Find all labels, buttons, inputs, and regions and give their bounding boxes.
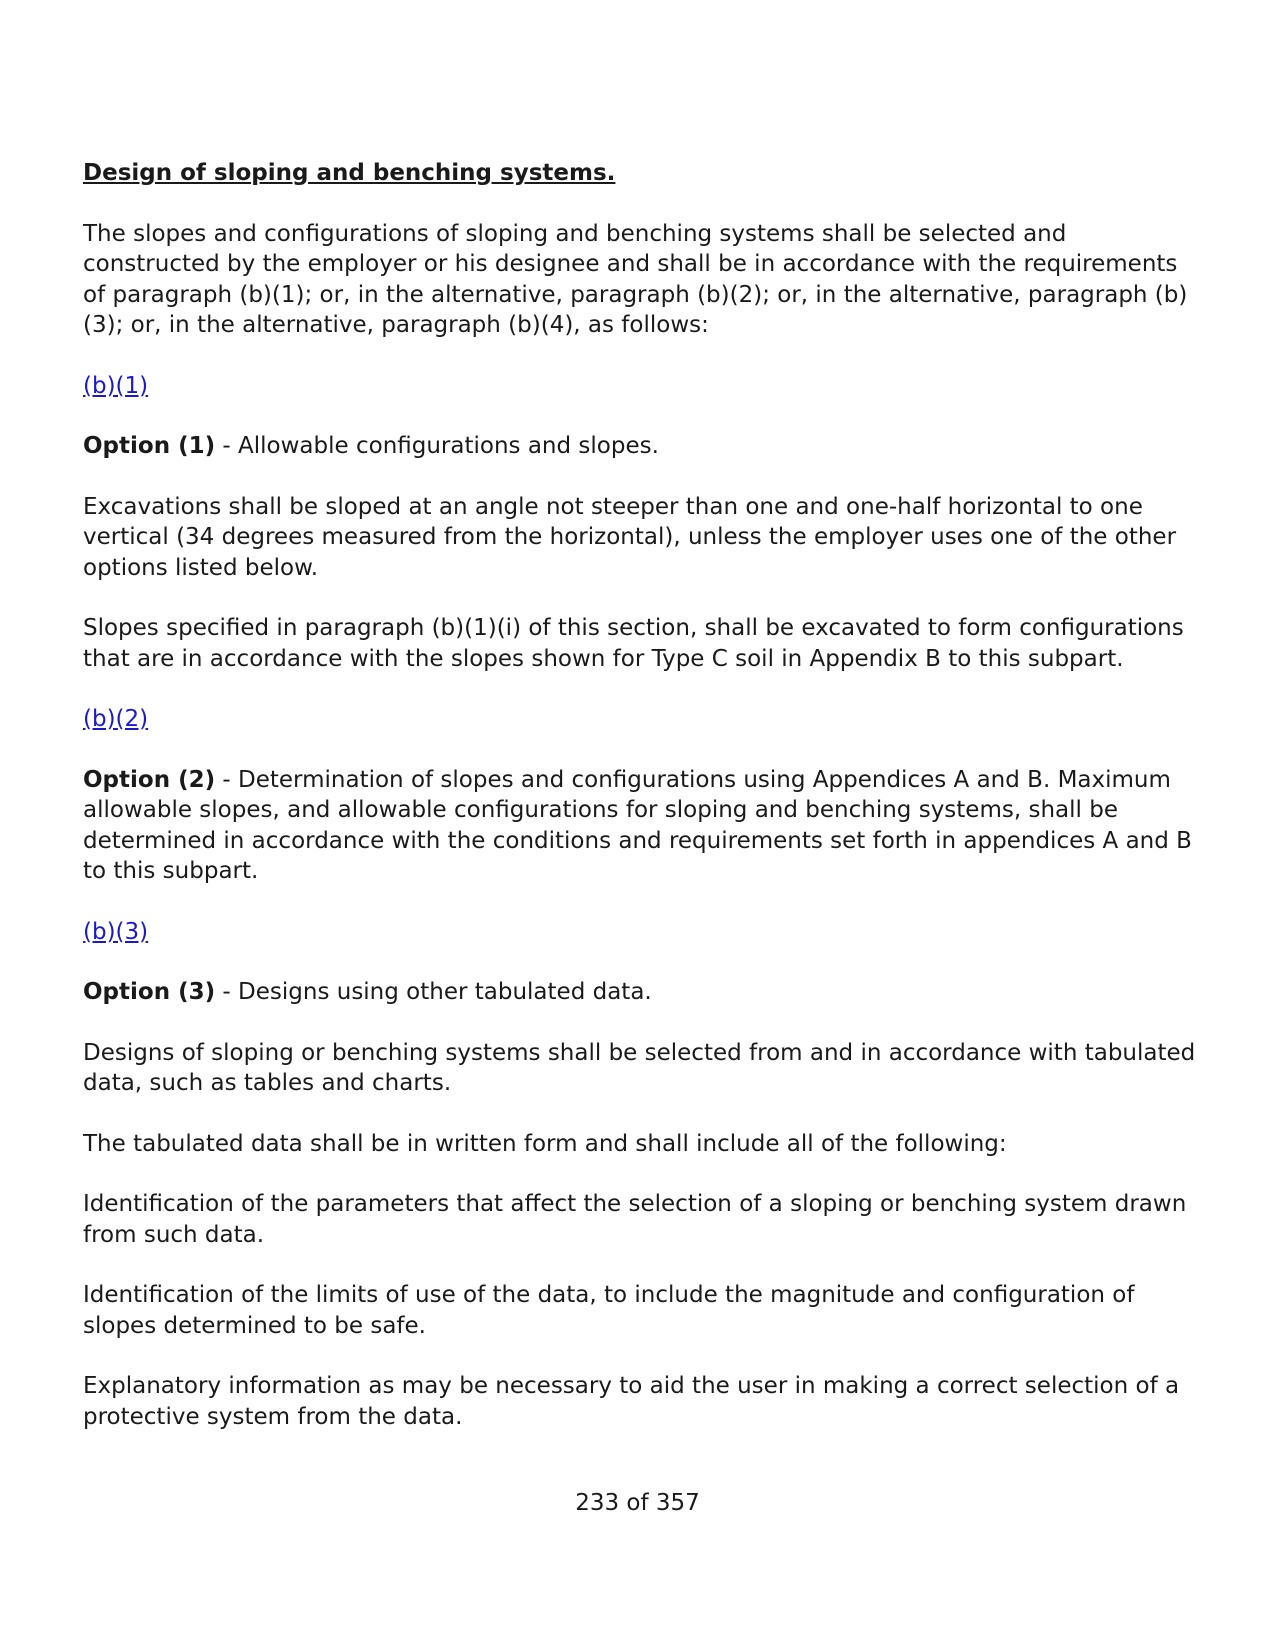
paragraph-link-b3[interactable]: (b)(3) [83,918,149,945]
option-1-line [83,431,1203,462]
intro-paragraph: The slopes and configurations of sloping and benching systems shall be selected and constructed by the employer or his designee and shall be in accordance with the requirements of paragraph (b)(1); or, in the alternative, paragraph (b)(2); or, in the alternative, paragraph (b)(3); or, in the alternative, paragraph (b)(4), as follows: [83,220,1188,338]
b3-paragraph-3: Identification of the parameters that affect the selection of a sloping or benching system drawn from such data. [83,1191,1187,1248]
option-3-line [83,977,1203,1008]
paragraph-link-b3-wrapper [83,917,1203,948]
section-heading: Design of sloping and benching systems. [83,160,616,186]
paragraph-link-b2[interactable]: (b)(2) [83,706,149,732]
paragraph-link-b1[interactable]: (b)(1) [83,372,149,399]
b3-paragraph-4: Identification of the limits of use of the data, to include the magnitude and configuration of slopes determined to be safe. [83,1282,1135,1339]
paragraph-link-b1-wrapper [83,371,1203,402]
b3-paragraph-1: Designs of sloping or benching systems shall be selected from and in accordance with tabulated data, such as tables and charts. [83,1039,1196,1096]
option-1-text: - Allowable configurations and slopes. [215,433,659,459]
option-3-text: - Designs using other tabulated data. [215,979,652,1005]
b1-paragraph-1: Excavations shall be sloped at an angle not steeper than one and one-half horizontal to one vertical (34 degrees measured from the horizontal), unless the employer uses one of the other options listed below. [83,493,1177,581]
document-body [83,158,1203,1462]
page-number: 233 of 357 [575,1490,700,1516]
option-2-text: - Determination of slopes and configurations using Appendices A and B. Maximum allowable slopes, and allowable configurations for sloping and benching systems, shall be determined in accordance with the conditions and requirements set forth in appendices A and B to this subpart. [83,766,1192,884]
option-1-label: Option (1) [83,433,216,459]
b1-paragraph-2: Slopes specified in paragraph (b)(1)(i) of this section, shall be excavated to form configurations that are in accordance with the slopes shown for Type C soil in Appendix B to this subpart. [83,615,1184,672]
option-2-line [83,765,1203,887]
b3-paragraph-5: Explanatory information as may be necessary to aid the user in making a correct selection of a protective system from the data. [83,1373,1180,1430]
option-3-label: Option (3) [83,979,216,1005]
option-2-label: Option (2) [83,766,216,793]
paragraph-link-b2-wrapper [83,704,1203,735]
b3-paragraph-2: The tabulated data shall be in written form and shall include all of the following: [83,1130,1007,1157]
